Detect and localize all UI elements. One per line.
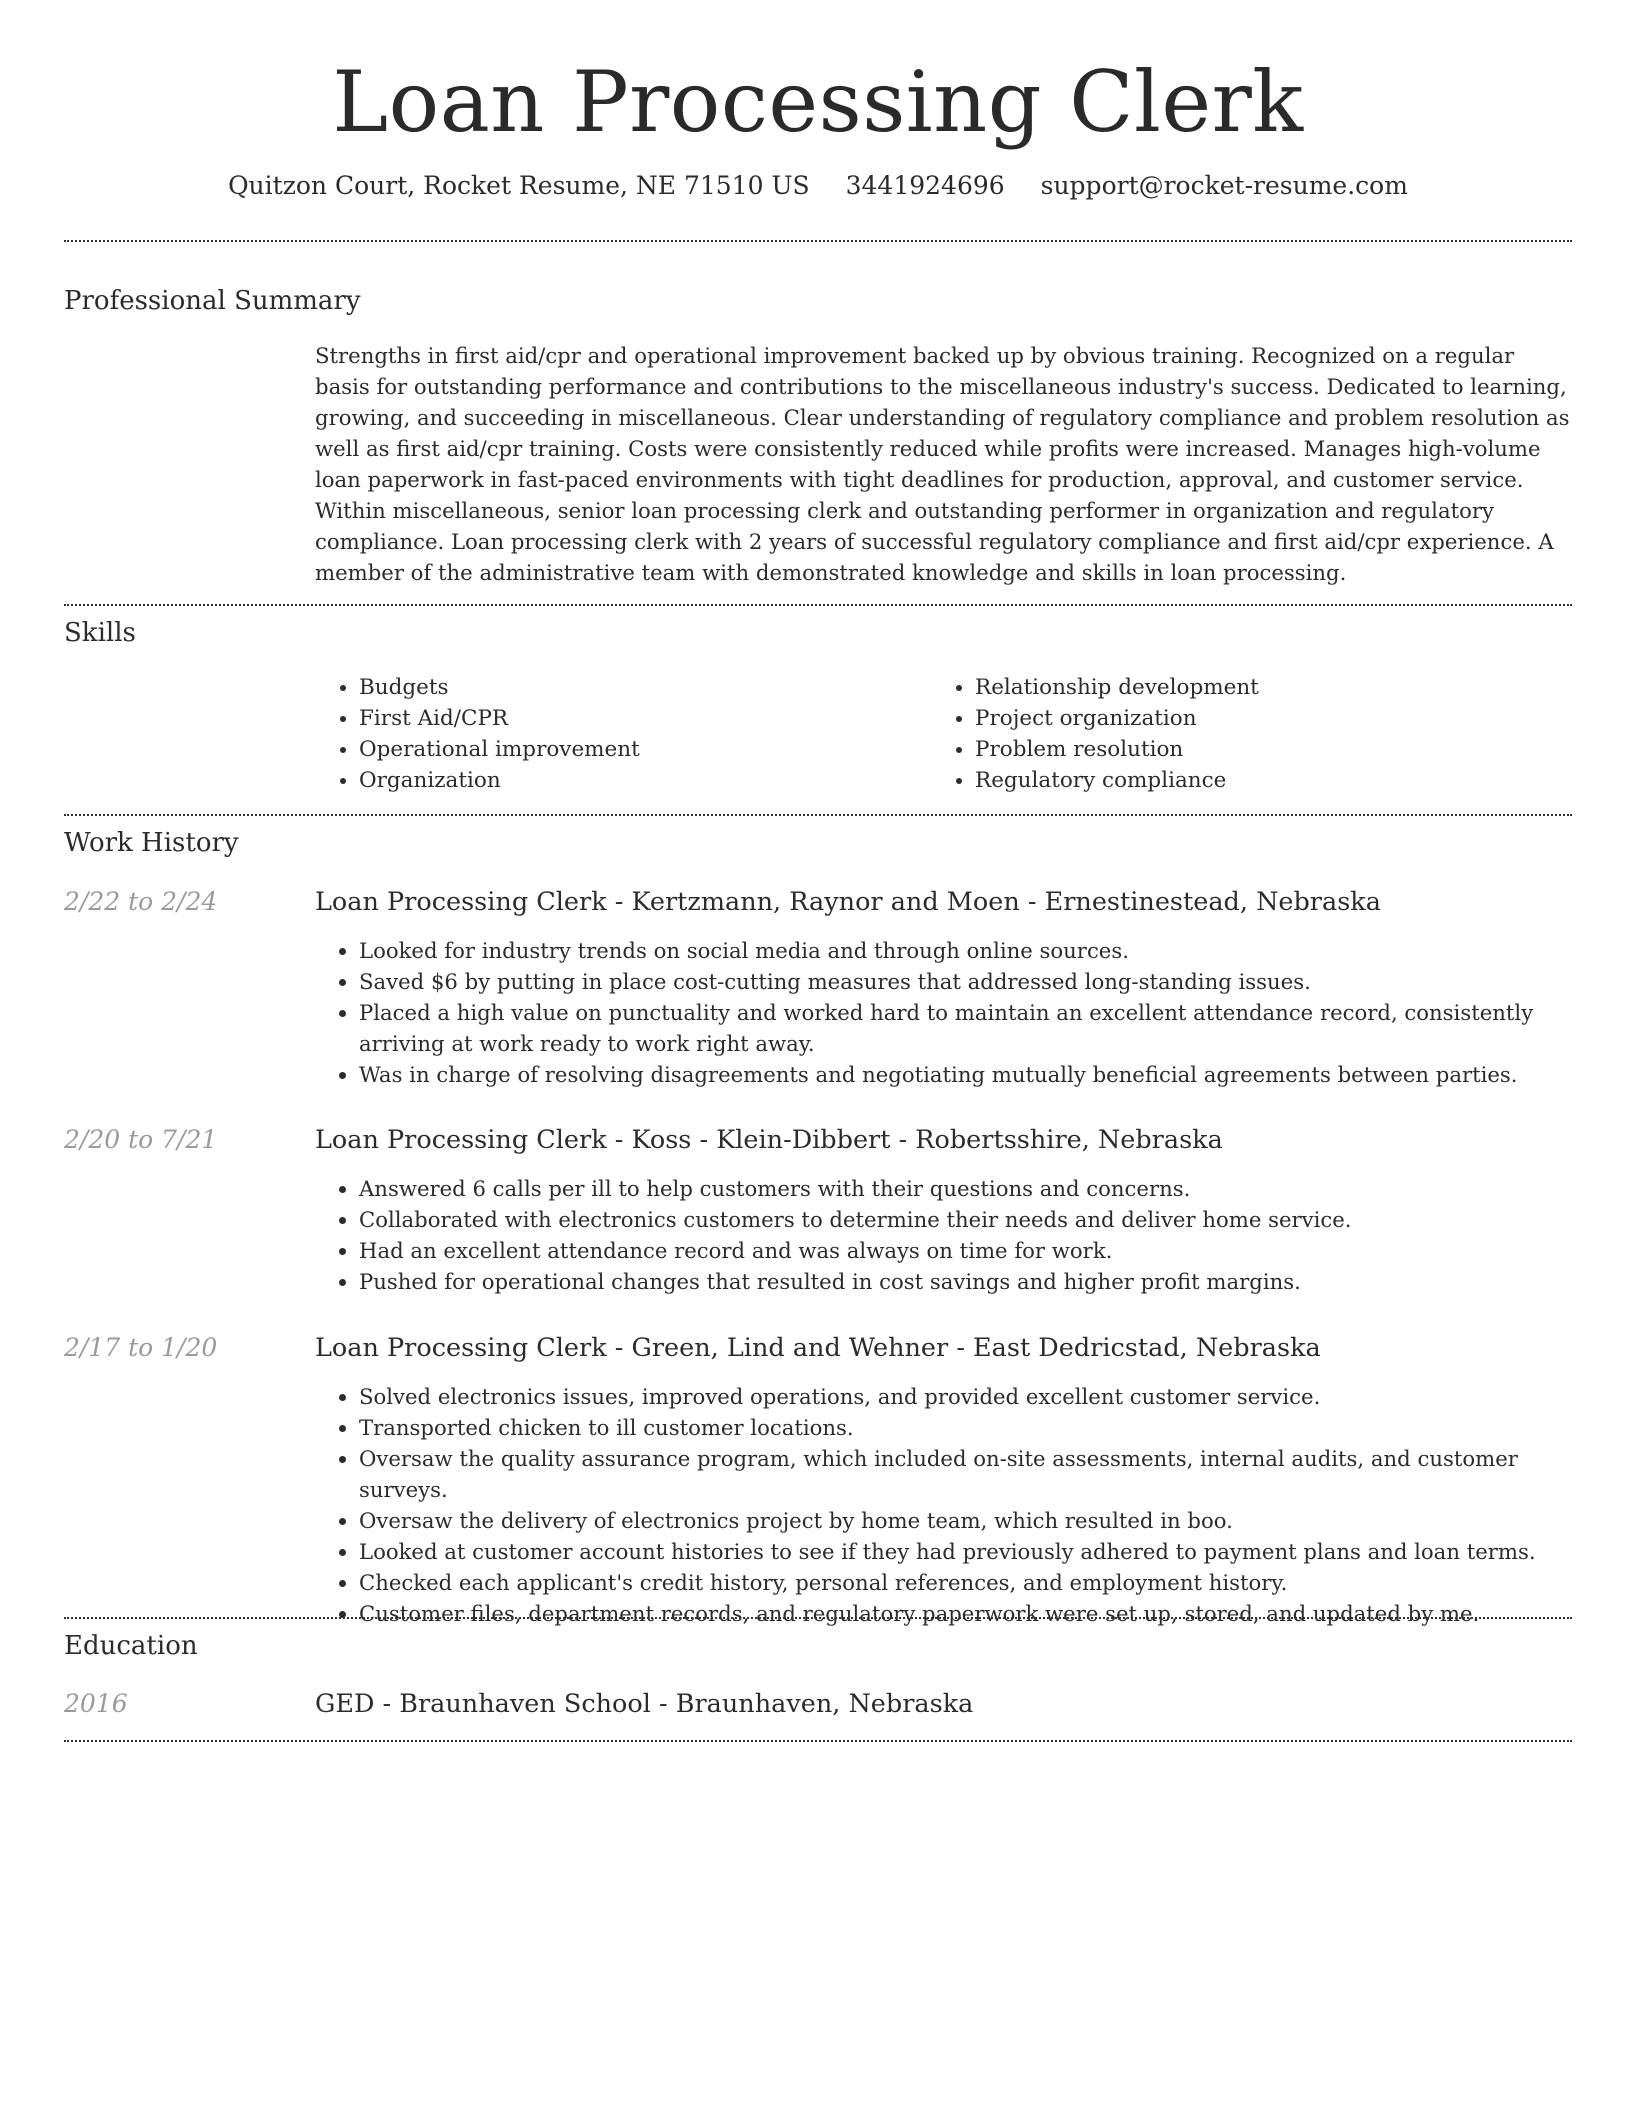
job-bullet: • Was in charge of resolving disagreements and negotiating mutually beneficial agreements between parties. (359, 1059, 1573, 1090)
job-bullets (315, 935, 1573, 1090)
summary-text: Strengths in first aid/cpr and operational improvement backed up by obvious training. Recognized on a regular basis for outstanding performance and contributions to the miscellaneous industry's success. Dedicated to learning, growing, and succeeding in miscellaneous. Clear understanding of regulatory compliance and problem resolution as well as first aid/cpr training. Costs were consistently reduced while profits were increased. Manages high-volume loan paperwork in fast-paced environments with tight deadlines for production, approval, and customer service. Within miscellaneous, senior loan processing clerk and outstanding performer in organization and regulatory compliance. Loan processing clerk with 2 years of successful regulatory compliance and first aid/cpr experience. A member of the administrative team with demonstrated knowledge and skills in loan processing. (315, 343, 1570, 585)
job-bullet: • Answered 6 calls per ill to help customers with their questions and concerns. (359, 1173, 1573, 1204)
divider (64, 240, 1572, 242)
job-dates: 2/20 to 7/21 (64, 1125, 218, 1154)
job-bullet: • Checked each applicant's credit history, personal references, and employment history. (359, 1567, 1573, 1598)
divider (64, 1617, 1572, 1619)
skill-item: • Project organization (975, 703, 1259, 734)
education-entry: GED - Braunhaven School - Braunhaven, Nebraska (315, 1689, 974, 1719)
contact-email[interactable]: support@rocket-resume.com (1040, 171, 1408, 200)
job-bullets (315, 1381, 1573, 1629)
skills-list-left (315, 672, 640, 796)
contact-phone: 3441924696 (845, 171, 1005, 200)
skill-item: • Relationship development (975, 672, 1259, 703)
skill-item: • Organization (359, 765, 640, 796)
skills-list-right (931, 672, 1259, 796)
job-bullet: • Transported chicken to ill customer locations. (359, 1412, 1573, 1443)
divider (64, 604, 1572, 606)
job-bullet: • Collaborated with electronics customers to determine their needs and deliver home service. (359, 1204, 1573, 1235)
contact-line (64, 168, 1572, 204)
job-bullet: • Looked for industry trends on social media and through online sources. (359, 935, 1573, 966)
job-bullet: • Looked at customer account histories to see if they had previously adhered to payment plans and loan terms. (359, 1536, 1573, 1567)
section-title-summary: Professional Summary (64, 286, 361, 316)
job-bullet: • Customer files, department records, and regulatory paperwork were set up, stored, and updated by me. (359, 1598, 1573, 1629)
section-title-work-history: Work History (64, 828, 239, 858)
section-title-education: Education (64, 1631, 198, 1661)
contact-address: Quitzon Court, Rocket Resume, NE 71510 US (228, 171, 810, 200)
job-bullet: • Solved electronics issues, improved operations, and provided excellent customer service. (359, 1381, 1573, 1412)
job-bullet: • Oversaw the delivery of electronics project by home team, which resulted in boo. (359, 1505, 1573, 1536)
job-bullet: • Pushed for operational changes that resulted in cost savings and higher profit margins. (359, 1266, 1573, 1297)
job-title: Loan Processing Clerk - Green, Lind and Wehner - East Dedricstad, Nebraska (315, 1333, 1321, 1363)
skill-item: • First Aid/CPR (359, 703, 640, 734)
job-dates: 2/17 to 1/20 (64, 1333, 218, 1362)
divider (64, 1740, 1572, 1742)
job-title: Loan Processing Clerk - Koss - Klein-Dibbert - Robertsshire, Nebraska (315, 1125, 1223, 1155)
resume-name-title: Loan Processing Clerk (332, 53, 1304, 151)
job-bullet: • Placed a high value on punctuality and worked hard to maintain an excellent attendance record, consistently arriving at work ready to work right away. (359, 997, 1573, 1059)
section-title-skills: Skills (64, 618, 136, 648)
job-bullet: • Had an excellent attendance record and was always on time for work. (359, 1235, 1573, 1266)
education-year: 2016 (64, 1689, 128, 1718)
job-bullets (315, 1173, 1573, 1297)
skill-item: • Problem resolution (975, 734, 1259, 765)
job-bullet: • Oversaw the quality assurance program, which included on-site assessments, internal audits, and customer surveys. (359, 1443, 1573, 1505)
skill-item: • Regulatory compliance (975, 765, 1259, 796)
job-bullet: • Saved $6 by putting in place cost-cutting measures that addressed long-standing issues. (359, 966, 1573, 997)
job-title: Loan Processing Clerk - Kertzmann, Raynor and Moen - Ernestinestead, Nebraska (315, 887, 1381, 917)
skill-item: • Operational improvement (359, 734, 640, 765)
divider (64, 814, 1572, 816)
job-dates: 2/22 to 2/24 (64, 887, 218, 916)
skill-item: • Budgets (359, 672, 640, 703)
